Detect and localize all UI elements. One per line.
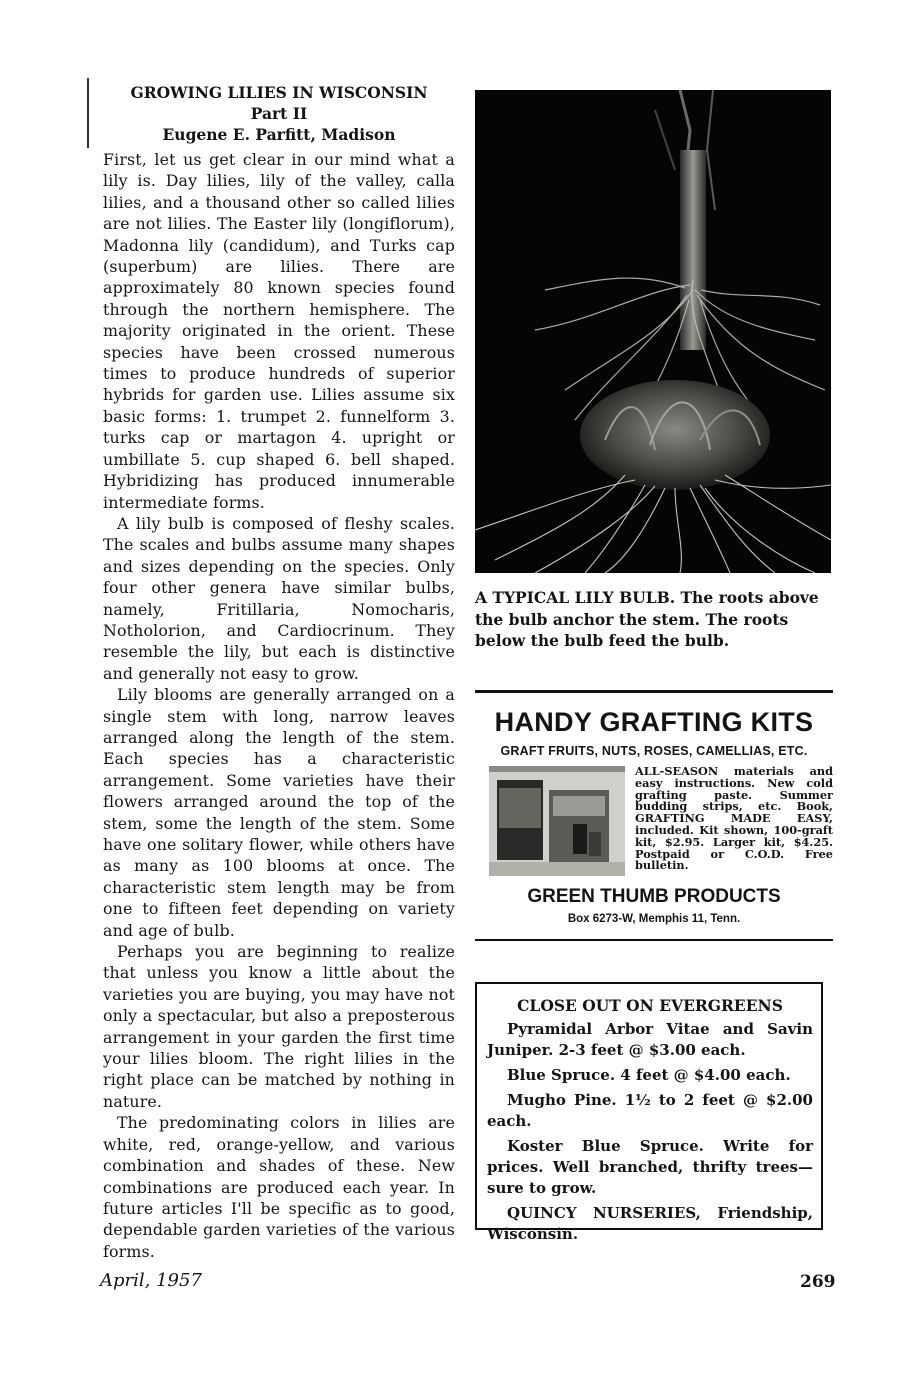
ad-subtitle: GRAFT FRUITS, NUTS, ROSES, CAMELLIAS, ETC.	[500, 744, 808, 758]
evergreens-line: QUINCY NURSERIES, Friendship, Wisconsin.	[487, 1204, 813, 1243]
evergreens-title: CLOSE OUT ON EVERGREENS	[517, 996, 783, 1015]
grafting-kit-photo	[489, 766, 625, 876]
article-author: Eugene E. Parfitt, Madison	[162, 125, 396, 144]
page-number: 269	[800, 1272, 836, 1292]
evergreens-line: Pyramidal Arbor Vitae and Savin Juniper. 2-3 feet @ $3.00 each.	[487, 1020, 813, 1059]
evergreens-line: Koster Blue Spruce. Write for prices. Well branched, thrifty trees—sure to grow.	[487, 1137, 813, 1197]
ad-bottom-rule	[475, 939, 833, 941]
ad-top-rule	[475, 690, 833, 693]
article-body	[103, 149, 455, 1262]
ad-content	[475, 766, 833, 876]
lily-bulb-photo	[475, 90, 831, 573]
article-paragraph: Lily blooms are generally arranged on a single stem with long, narrow leaves arranged along the length of the stem. Each species has a characteristic arrangement. Some varieties have their flowers arranged around the top of the stem, some the length of the stem. Some have one solitary flower, while others have as many as 100 blooms at once. The characteristic stem length may be from one to fifteen feet depending on variety and age of bulb.	[103, 685, 455, 940]
article-paragraph: A lily bulb is composed of fleshy scales. The scales and bulbs assume many shapes and sizes depending on the species. Only four other genera have similar bulbs, namely, Fritillaria, Nomocharis, Notholorion, and Cardiocrinum. They resemble the lily, but each is distinctive and generally not easy to grow.	[103, 513, 455, 683]
photo-block	[475, 90, 833, 652]
article-column	[103, 82, 455, 1262]
evergreens-line: Blue Spruce. 4 feet @ $4.00 each.	[507, 1066, 791, 1084]
grafting-kits-ad	[475, 690, 833, 941]
ad-address: Box 6273-W, Memphis 11, Tenn.	[567, 913, 741, 925]
margin-rule	[87, 78, 89, 148]
article-paragraph: The predominating colors in lilies are white, red, orange-yellow, and various combination and shades of these. New combinations are produced each year. In future articles I'll be specific as to good, dependable garden varieties of the various forms.	[103, 1113, 455, 1261]
article-paragraph: Perhaps you are beginning to realize that unless you know a little about the varieties you are buying, you may have not only a spectacular, but also a preposterous arrangement in your garden the first time your lilies bloom. The right lilies in the right place can be matched by nothing in nature.	[103, 942, 455, 1111]
issue-date: April, 1957	[100, 1270, 202, 1291]
article-title: GROWING LILIES IN WISCONSIN	[130, 83, 428, 102]
article-part: Part II	[250, 104, 308, 123]
article-paragraph: First, let us get clear in our mind what a lily is. Day lilies, lily of the valley, calla lilies, and a thousand other so called lilies are not lilies. The Easter lily (longiflorum), Madonna lily (candidum), and Turks cap (superbum) are lilies. There are approximately 80 known species found through the northern hemisphere. The majority originated in the orient. These species have been crossed numerous times to produce hundreds of superior hybrids for garden use. Lilies assume six basic forms: 1. trumpet 2. funnelform 3. turks cap or martagon 4. upright or umbillate 5. cup shaped 6. bell shaped. Hybridizing has produced innumerable intermediate forms.	[103, 150, 455, 512]
evergreens-line: Mugho Pine. 1½ to 2 feet @ $2.00 each.	[487, 1091, 813, 1130]
ad-company: GREEN THUMB PRODUCTS	[527, 886, 781, 907]
ad-description: ALL-SEASON materials and easy instructions. New cold grafting paste. Summer budding strips, etc. Book, GRAFTING MADE EASY, included. Kit shown, 100-graft kit, $2.95. Larger kit, $4.25. Postpaid or C.O.D. Free bulletin.	[635, 764, 833, 873]
evergreens-ad	[475, 982, 823, 1243]
ad-title: HANDY GRAFTING KITS	[494, 707, 814, 737]
photo-caption: A TYPICAL LILY BULB. The roots above the bulb anchor the stem. The roots below the bulb feed the bulb.	[475, 588, 819, 650]
